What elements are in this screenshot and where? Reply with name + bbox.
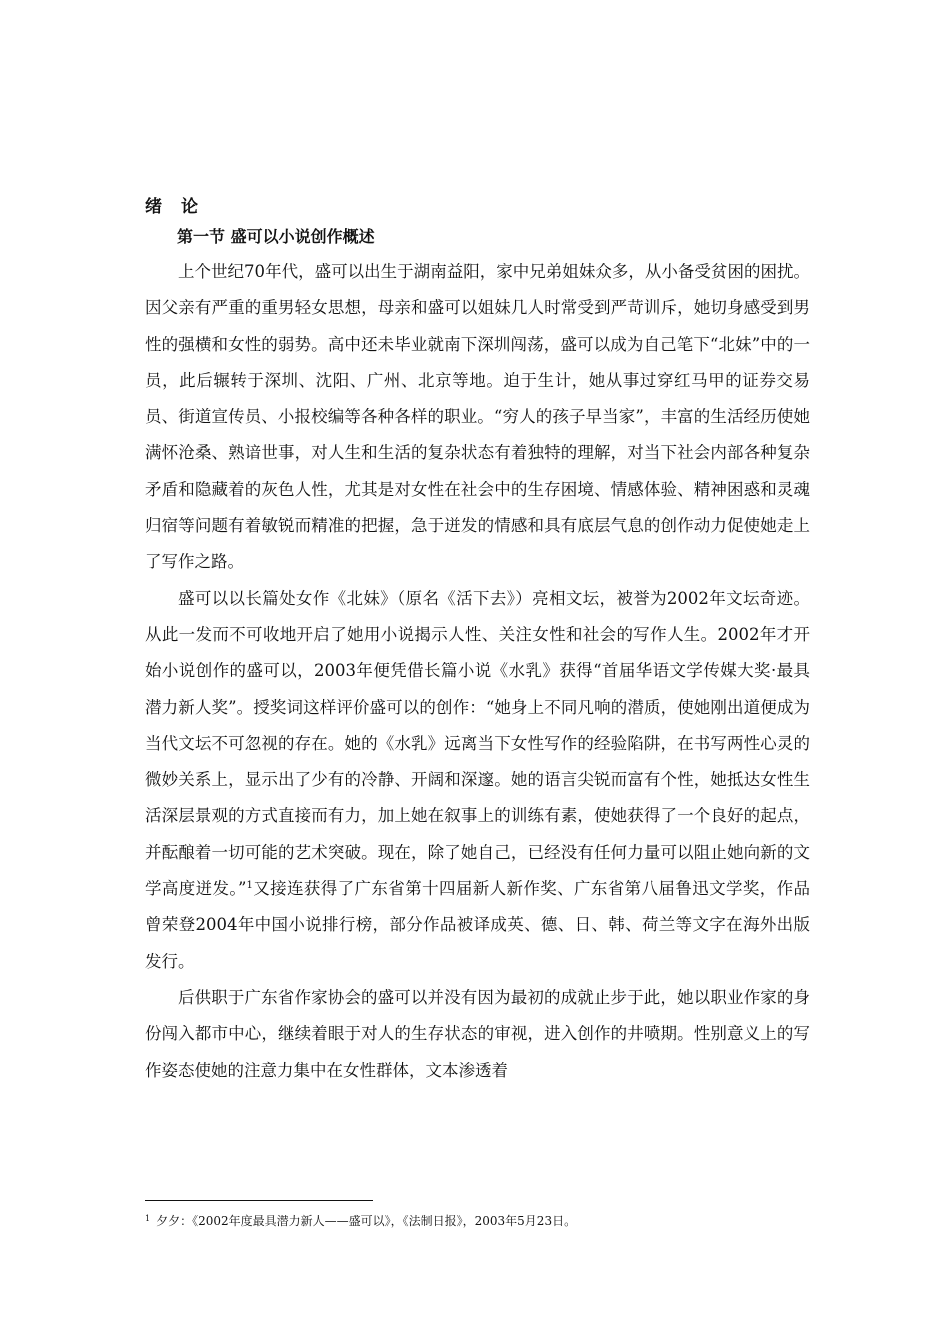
- footnote-reference[interactable]: 1: [246, 880, 253, 892]
- paragraph-2-text-before: 盛可以以长篇处女作《北妹》（原名《活下去》）亮相文坛，被誉为2002年文坛奇迹。从此一发而不可收地开启了她用小说揭示人性、关注女性和社会的写作人生。2002年才开始小说创作的盛可以，2003年便凭借长篇小说《水乳》获得“首届华语文学传媒大奖·最具潜力新人奖”。授奖词这样评价盛可以的创作：“她身上不同凡响的潜质，使她刚出道便成为当代文坛不可忽视的存在。她的《水乳》远离当下女性写作的经验陷阱，在书写两性心灵的微妙关系上，显示出了少有的冷静、开阔和深邃。她的语言尖锐而富有个性，她抵达女性生活深层景观的方式直接而有力，加上她在叙事上的训练有素，使她获得了一个良好的起点，并酝酿着一切可能的艺术突破。现在，除了她自己，已经没有任何力量可以阻止她向新的文学高度迸发。”: [145, 588, 810, 899]
- footnote: [145, 1210, 576, 1230]
- footnote-text: 夕夕：《2002年度最具潜力新人——盛可以》，《法制日报》，2003年5月23日。: [156, 1214, 577, 1228]
- body-text: [145, 254, 810, 1089]
- chapter-title-char-1: 绪: [145, 197, 163, 217]
- paragraph-1: 上个世纪70年代，盛可以出生于湖南益阳，家中兄弟姐妹众多，从小备受贫困的困扰。因父亲有严重的重男轻女思想，母亲和盛可以姐妹几人时常受到严苛训斥，她切身感受到男性的强横和女性的弱势。高中还未毕业就南下深圳闯荡，盛可以成为自己笔下“北妹”中的一员，此后辗转于深圳、沈阳、广州、北京等地。迫于生计，她从事过穿红马甲的证券交易员、街道宣传员、小报校编等各种各样的职业。“穷人的孩子早当家”，丰富的生活经历使她满怀沧桑、熟谙世事，对人生和生活的复杂状态有着独特的理解，对当下社会内部各种复杂矛盾和隐藏着的灰色人性，尤其是对女性在社会中的生存困境、情感体验、精神困惑和灵魂归宿等问题有着敏锐而精准的把握，急于迸发的情感和具有底层气息的创作动力促使她走上了写作之路。: [145, 262, 810, 572]
- footnote-number: 1: [145, 1214, 151, 1223]
- paragraph-2: [145, 581, 810, 980]
- footnote-separator: [145, 1200, 373, 1201]
- chapter-title: [145, 192, 199, 217]
- paragraph-3: 后供职于广东省作家协会的盛可以并没有因为最初的成就止步于此，她以职业作家的身份闯入都市中心，继续着眼于对人的生存状态的审视，进入创作的井喷期。性别意义上的写作姿态使她的注意力集中在女性群体，文本渗透着: [145, 987, 810, 1080]
- paragraph-2-text-after: 又接连获得了广东省第十四届新人新作奖、广东省第八届鲁迅文学奖，作品曾荣登2004年中国小说排行榜，部分作品被译成英、德、日、韩、荷兰等文字在海外出版发行。: [145, 879, 810, 971]
- chapter-title-char-2: 论: [181, 197, 199, 217]
- section-title: 第一节 盛可以小说创作概述: [177, 227, 375, 246]
